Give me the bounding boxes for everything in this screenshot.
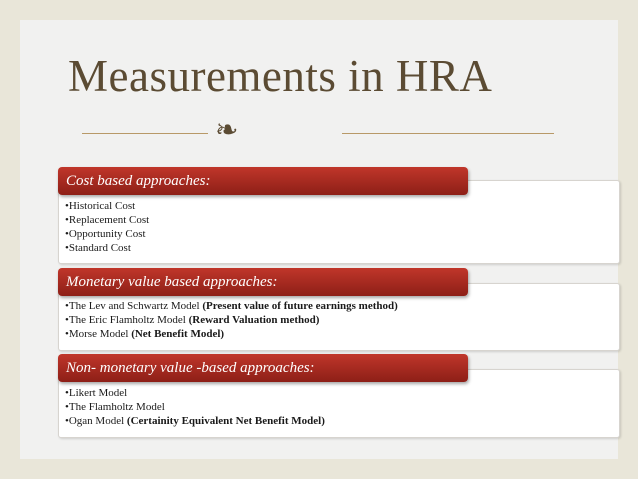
list-item: •Morse Model (Net Benefit Model) [65,328,225,340]
page-title: Measurements in HRA [68,51,493,101]
section-list-nonmonetary [65,386,325,428]
list-item: •Standard Cost [65,242,131,254]
list-item: •The Flamholtz Model [65,401,165,413]
title-rule-right [342,133,554,134]
list-item: •Likert Model [65,387,128,399]
list-item: •Replacement Cost [65,214,150,226]
section-list-monetary [65,299,398,341]
list-item: •Historical Cost [65,200,136,212]
list-item: •Opportunity Cost [65,228,146,240]
title-rule-left [82,133,208,134]
scroll-ornament-icon: ❧ [215,113,239,146]
list-item: •Ogan Model (Certainity Equivalent Net Benefit Model) [65,415,325,427]
section-heading-nonmonetary: Non- monetary value -based approaches: [58,354,468,382]
list-item: •The Lev and Schwartz Model (Present value of future earnings method) [65,300,398,312]
section-list-cost [65,199,149,255]
section-heading-cost: Cost based approaches: [58,167,468,195]
list-item: •The Eric Flamholtz Model (Reward Valuation method) [65,314,320,326]
section-heading-monetary: Monetary value based approaches: [58,268,468,296]
